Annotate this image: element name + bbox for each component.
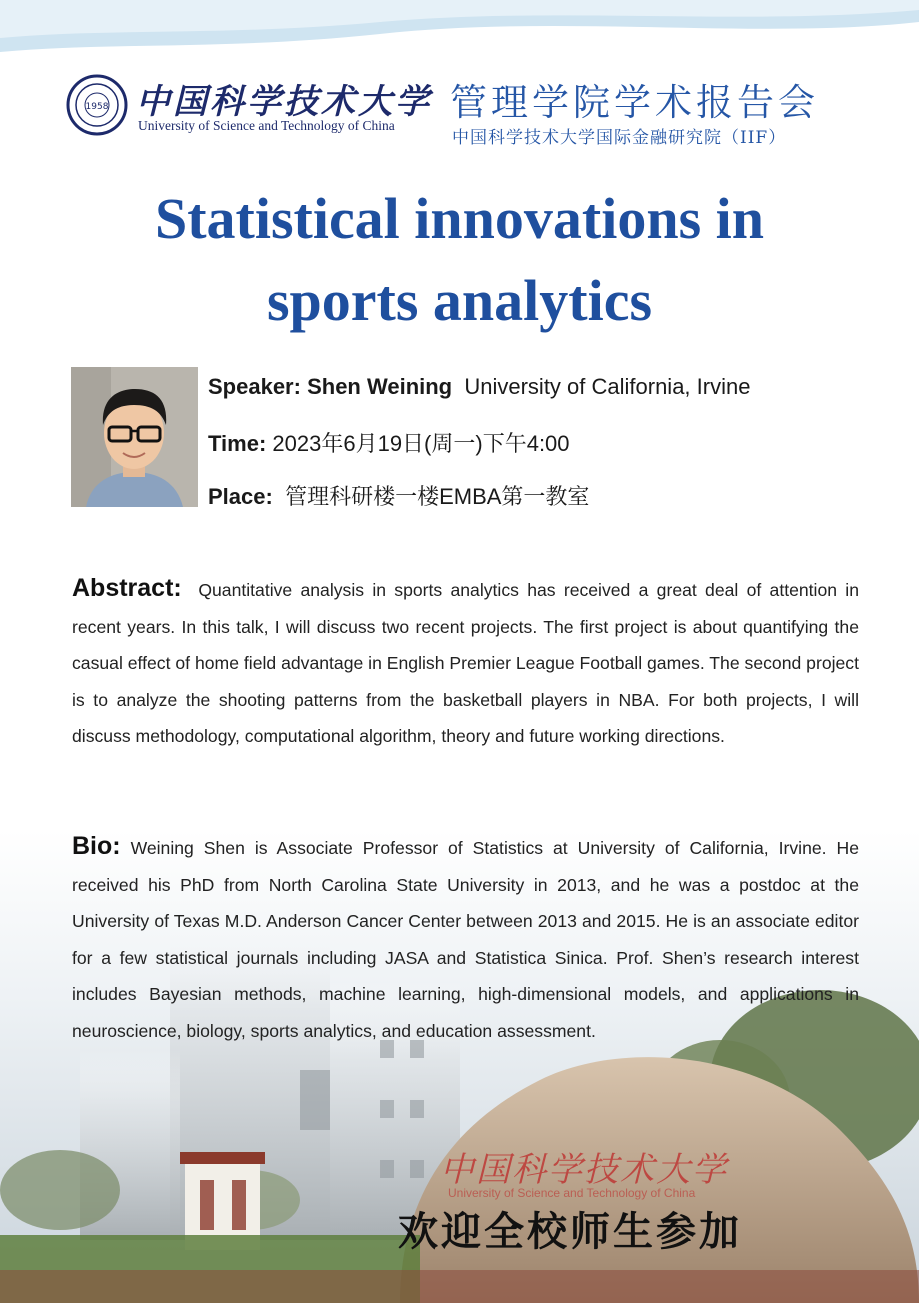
talk-title-line1: Statistical innovations in — [154, 186, 765, 251]
abstract-heading: Abstract: — [72, 574, 182, 602]
seminar-series-title: 管理学院学术报告会 — [450, 81, 819, 124]
time-label: Time: — [208, 431, 267, 456]
ustc-emblem — [66, 74, 128, 136]
time-value: 2023年6月19日(周一)下午4:00 — [272, 431, 570, 456]
place-line — [208, 480, 589, 511]
university-name-en: University of Science and Technology of China — [138, 118, 395, 133]
speaker-label: Speaker: — [208, 374, 301, 399]
welcome-message: 欢迎全校师生参加 — [398, 1208, 742, 1255]
speaker-photo — [71, 367, 198, 507]
seminar-series-subtitle: 中国科学技术大学国际金融研究院（IIF） — [452, 128, 787, 148]
place-value: 管理科研楼一楼EMBA第一教室 — [285, 484, 590, 509]
time-line — [208, 427, 570, 458]
speaker-name: Shen Weining — [307, 374, 453, 399]
decorative-top-wave — [0, 0, 919, 70]
talk-title — [40, 178, 879, 342]
bio-heading: Bio: — [72, 832, 121, 860]
speaker-line — [208, 374, 750, 400]
abstract-text: Quantitative analysis in sports analytics has received a great deal of attention in recent years. In this talk, I will discuss two recent projects. The first project is about quantifying the casual effect of home field advantage in English Premier League Football games. The second project is to analyze the shooting patterns from the basketball players in NBA. For both projects, I will discuss methodology, computational algorithm, theory and future working directions. — [72, 580, 860, 746]
talk-title-line2: sports analytics — [266, 268, 653, 333]
abstract-paragraph — [72, 570, 859, 755]
speaker-affiliation: University of California, Irvine — [464, 374, 751, 399]
stone-inscription-en: University of Science and Technology of China — [448, 1186, 696, 1200]
place-label: Place: — [208, 484, 273, 509]
bio-text: Weining Shen is Associate Professor of Statistics at University of California, Irvine. He received his PhD from North Carolina State University in 2013, and he was a postdoc at the University of Texas M.D. Anderson Cancer Center between 2013 and 2015. He is an associate editor for a few statistical journals including JASA and Statistica Sinica. Prof. Shen’s research interest includes Bayesian methods, machine learning, high-dimensional models, and applications in neuroscience, biology, sports analytics, and education assessment. — [72, 838, 859, 1041]
bio-paragraph — [72, 828, 859, 1049]
stone-inscription-cn: 中国科学技术大学 — [440, 1150, 728, 1190]
svg-text:1958: 1958 — [85, 102, 109, 112]
university-name-cn: 中国科学技术大学 — [136, 82, 432, 122]
